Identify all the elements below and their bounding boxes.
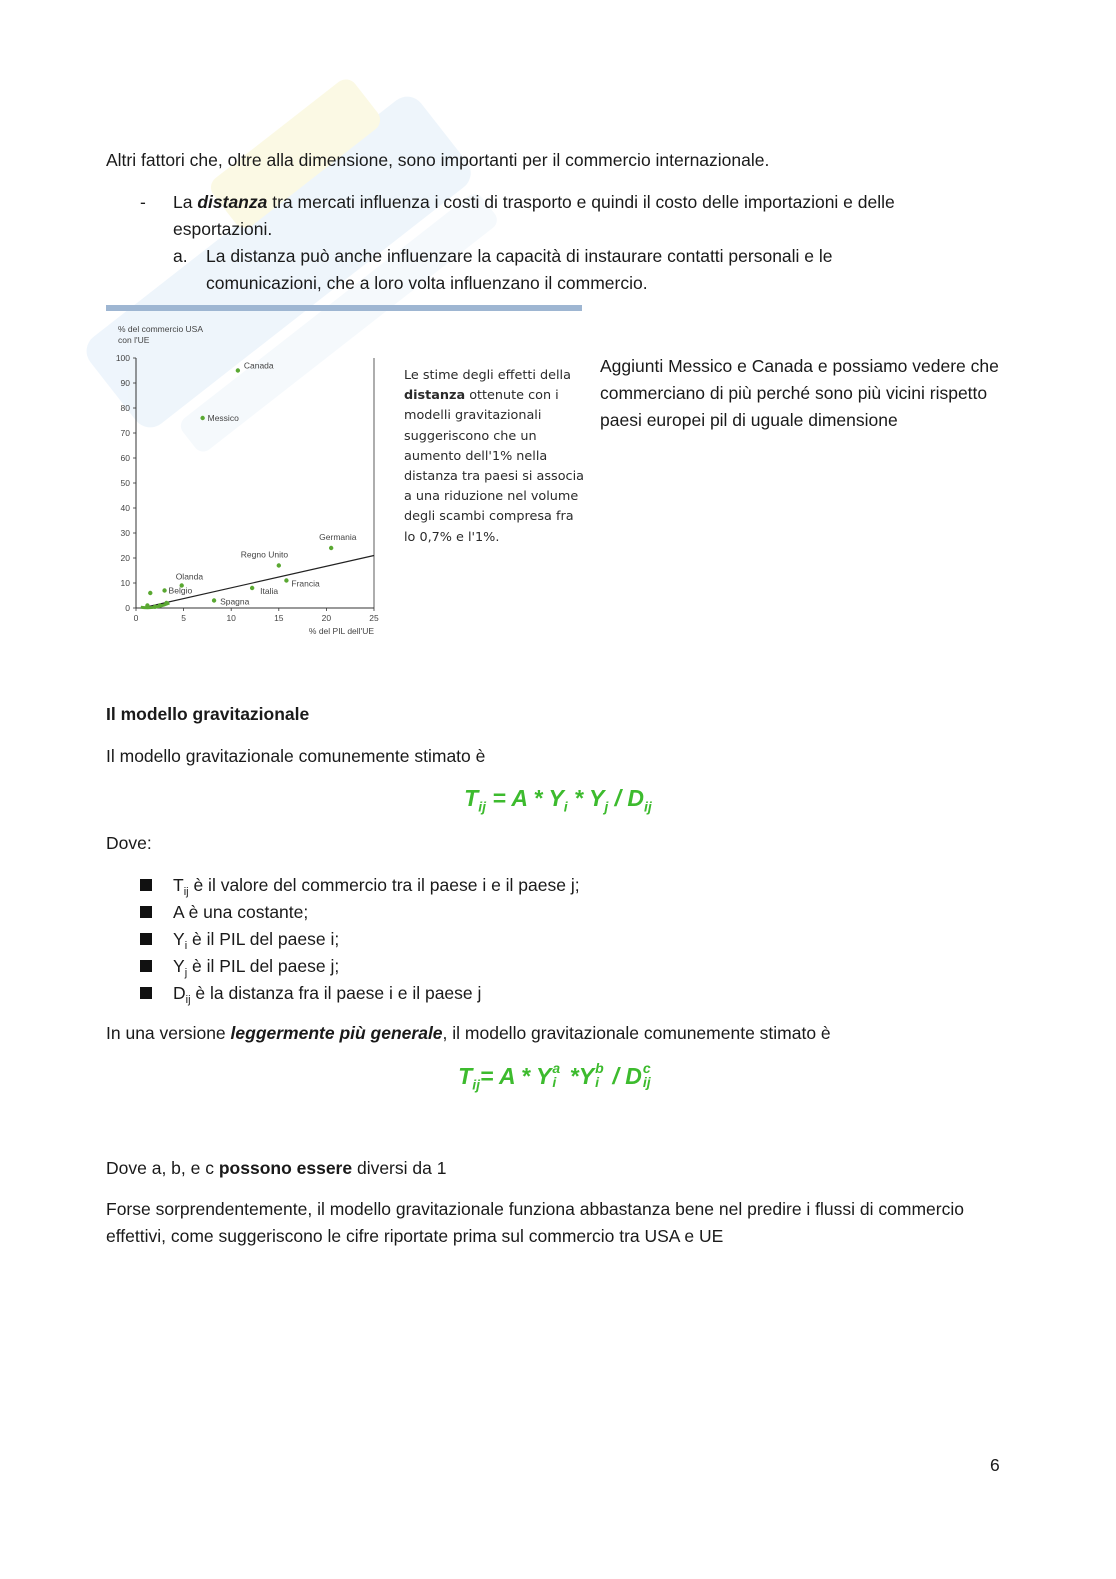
y-axis-title: con l'UE [118,335,150,345]
point-label: Regno Unito [240,549,289,560]
data-point [162,588,166,592]
x-tick-label: 0 [133,613,139,623]
list-item: $Y_i$ è il PIL del paese i; [140,926,840,953]
bullet-dash: - [140,192,146,212]
y-tick-label: 80 [120,403,130,413]
data-point [236,368,240,372]
bullet-square-icon [140,906,152,918]
side-note: Aggiunti Messico e Canada e possiamo vedere che commerciano di più perché sono più vicini rispetto paesi europei pil di uguale dimensione [600,356,999,430]
conclusion-paragraph: Forse sorprendentemente, il modello gravitazionale funziona abbastanza bene nel predire i flussi di commercio effettivi, come suggeriscono le cifre riportate prima sul commercio tra USA e UE [106,1199,964,1246]
data-point [200,416,204,420]
data-point [329,546,333,550]
list-item: $T_{ij}$ è il valore del commercio tra il paese i e il paese j; [140,872,840,899]
point-label: Messico [207,413,239,423]
section-heading: Il modello gravitazionale [106,704,310,724]
data-point [145,603,149,607]
general-emphasis: leggermente più generale [230,1023,443,1043]
data-point [277,563,281,567]
data-point [158,603,162,607]
data-point [284,578,288,582]
point-label: Canada [243,360,274,371]
y-tick-label: 90 [120,378,130,388]
point-label: Italia [260,586,279,596]
data-point [212,598,216,602]
y-tick-label: 40 [120,503,130,513]
list-item: $Y_j$ è il PIL del paese j; [140,953,840,980]
trend-line [142,556,374,609]
general-gravity-formula: $T_{ij}= A * Y$ a i *Y b i / D c ij [458,1060,651,1093]
data-point [153,605,157,609]
chart-canvas [106,318,406,648]
possono-emphasis: possono essere [218,1158,353,1178]
x-tick-label: 15 [274,613,284,623]
point-label: Belgio [168,585,193,596]
bullet-square-icon [140,879,152,891]
y-tick-label: 60 [120,453,130,463]
callout-emphasis: distanza [404,388,466,404]
x-axis-title: % del PIL dell'UE [308,626,374,636]
subitem-marker: a. [173,246,188,266]
y-tick-label: 0 [125,603,130,613]
list-item: $D_{ij}$ è la distanza fra il paese i e il paese j [140,980,840,1007]
bullet-square-icon [140,987,152,999]
y-tick-label: 70 [120,428,130,438]
gravity-formula: $T_{ij} = A * Y_i * Y_j / D_{ij}$ [464,785,652,815]
y-axis-title: % del commercio USA [118,324,204,334]
distance-bullet: La distanza tra mercati influenza i costi di trasporto e quindi il costo delle importazioni e delle esportazioni. [173,192,895,239]
data-point [250,586,254,590]
exponents-note: Dove a, b, e c possono essere diversi da 1 [106,1158,447,1178]
scatter-chart [106,318,406,648]
bullet-square-icon [140,960,152,972]
point-label: Francia [291,578,320,589]
definition-list [140,872,840,1007]
distance-emphasis: distanza [197,192,268,212]
where-label: Dove: [106,833,152,853]
x-tick-label: 10 [226,613,236,623]
list-item: A è una costante; [140,899,840,926]
page-number: 6 [990,1455,1000,1475]
x-tick-label: 20 [321,613,332,623]
y-tick-label: 50 [120,478,130,488]
y-tick-label: 30 [120,528,130,538]
y-tick-label: 100 [115,353,130,363]
general-version-paragraph: In una versione leggermente più generale, il modello gravitazionale comunemente stimato è [106,1023,831,1043]
distance-callout: Le stime degli effetti della distanza ottenute con i modelli gravitazionali suggeriscono che un aumento dell'1% nella distanza tra paesi si associa a una riduzione nel volume degli scambi compresa fra lo 0,7% e l'1%. [404,368,584,545]
point-label: Olanda [175,571,204,582]
data-point [148,591,152,595]
bullet-square-icon [140,933,152,945]
x-tick-label: 25 [369,613,379,623]
intro-paragraph: Altri fattori che, oltre alla dimensione, sono importanti per il commercio internazionale. [106,150,770,170]
y-tick-label: 20 [120,553,130,563]
model-intro: Il modello gravitazionale comunemente stimato è [106,746,486,766]
data-point [164,601,168,605]
y-tick-label: 10 [120,578,130,588]
subitem-text: La distanza può anche influenzare la capacità di instaurare contatti personali e le comunicazioni, che a loro volta influenzano il commercio. [206,246,833,293]
point-label: Spagna [220,596,250,607]
section-divider [106,305,582,311]
point-label: Germania [319,532,357,542]
x-tick-label: 5 [181,613,186,623]
